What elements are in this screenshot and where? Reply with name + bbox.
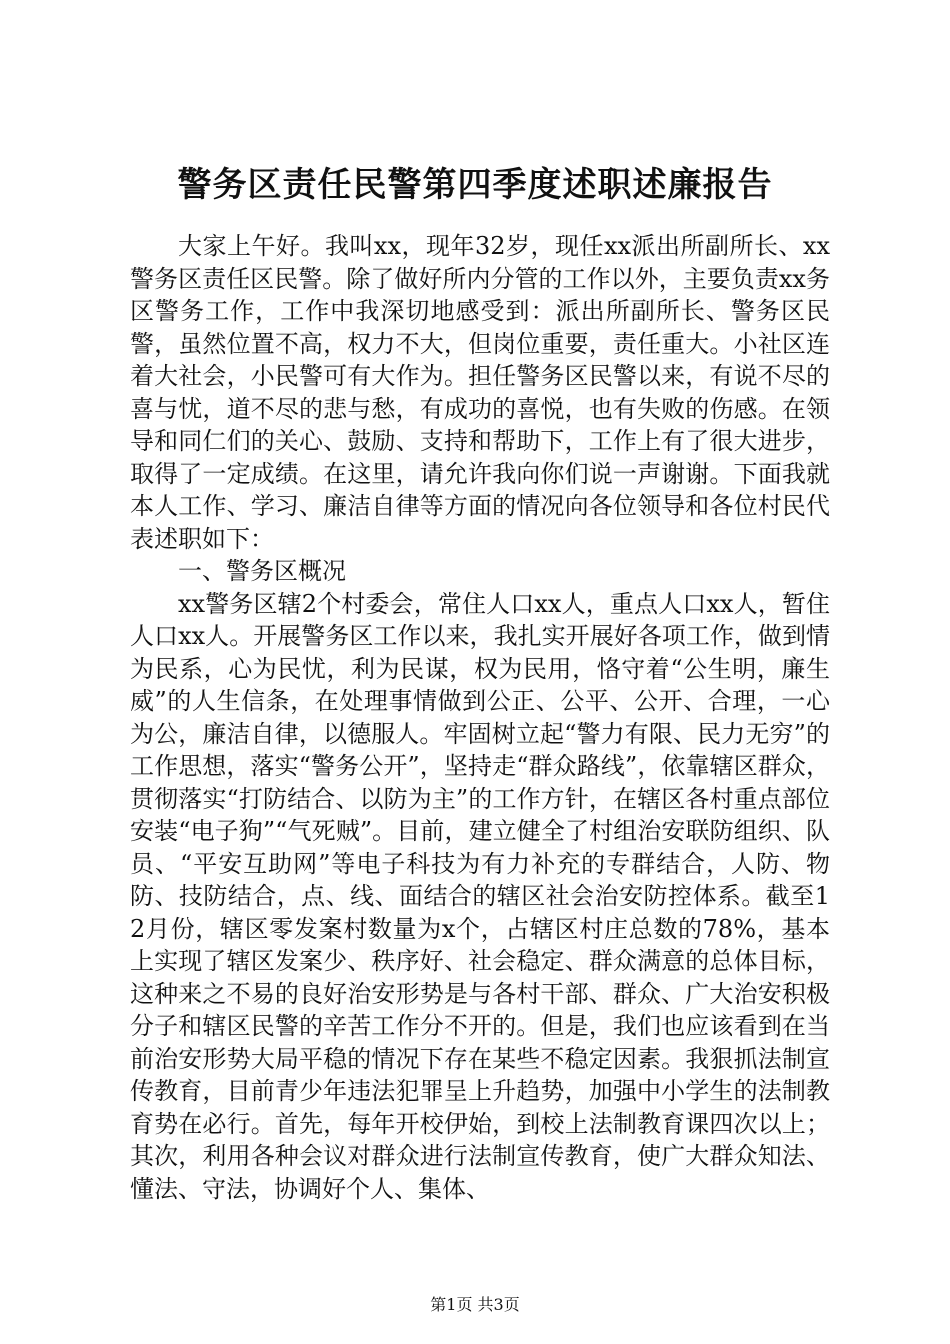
section-heading: 一、警务区概况 <box>178 557 346 585</box>
document-title: 警务区责任民警第四季度述职述廉报告 <box>177 165 773 205</box>
paragraph-intro: 大家上午好。我叫xx，现年32岁，现任xx派出所副所长、xx警务区责任区民警。除了做好所内分管的工作以外，主要负责xx务区警务工作，工作中我深切地感受到：派出所副所长、警务区民警，虽然位置不高，权力不大，但岗位重要，责任重大。小社区连着大社会，小民警可有大作为。担任警务区民警以来，有说不尽的喜与忧，道不尽的悲与愁，有成功的喜悦，也有失败的伤感。在领导和同仁们的关心、鼓励、支持和帮助下，工作上有了很大进步，取得了一定成绩。在这里，请允许我向你们说一声谢谢。下面我就本人工作、学习、廉洁自律等方面的情况向各位领导和各位村民代表述职如下： <box>130 232 830 553</box>
paragraph-overview: xx警务区辖2个村委会，常住人口xx人，重点人口xx人，暂住人口xx人。开展警务区工作以来，我扎实开展好各项工作，做到情为民系，心为民忧，利为民谋，权为民用，恪守着“公生明，廉生威”的人生信条，在处理事情做到公正、公平、公开、合理，一心为公，廉洁自律，以德服人。牢固树立起“警力有限、民力无穷”的工作思想，落实“警务公开”，坚持走“群众路线”，依靠辖区群众，贯彻落实“打防结合、以防为主”的工作方针，在辖区各村重点部位安装“电子狗”“气死贼”。目前，建立健全了村组治安联防组织、队员、“平安互助网”等电子科技为有力补充的专群结合，人防、物防、技防结合，点、线、面结合的辖区社会治安防控体系。截至12月份，辖区零发案村数量为x个，占辖区村庄总数的78%，基本上实现了辖区发案少、秩序好、社会稳定、群众满意的总体目标，这种来之不易的良好治安形势是与各村干部、群众、广大治安积极分子和辖区民警的辛苦工作分不开的。但是，我们也应该看到在当前治安形势大局平稳的情况下存在某些不稳定因素。我狠抓法制宣传教育，目前青少年违法犯罪呈上升趋势，加强中小学生的法制教育势在必行。首先，每年开校伊始，到校上法制教育课四次以上；其次，利用各种会议对群众进行法制宣传教育，使广大群众知法、懂法、守法，协调好个人、集体、 <box>130 589 830 1203</box>
document-body <box>130 230 830 1205</box>
page-footer: 第1页 共3页 <box>430 1295 520 1314</box>
